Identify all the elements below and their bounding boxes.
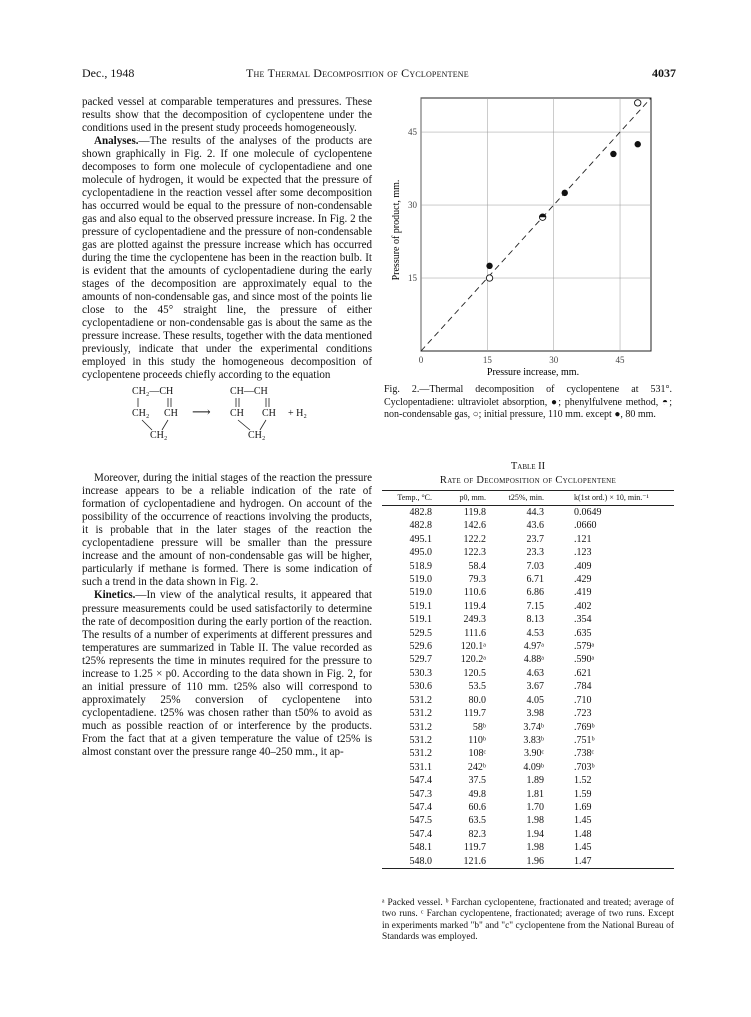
table-row: [382, 573, 674, 586]
table-cell: 1.89: [526, 775, 544, 787]
table-cell: 23.3: [526, 547, 544, 559]
table-cell: 547.5: [409, 815, 432, 827]
table-ii: [382, 490, 674, 869]
table-cell: .784: [574, 681, 592, 693]
table-cell: 548.1: [409, 842, 432, 854]
table-row: [382, 694, 674, 707]
paragraph-1: packed vessel at comparable temperatures and pressures. These results show that the decomposition of cyclopentene under the conditions used in the present study proceeds homogeneously.: [82, 96, 372, 135]
table-cell: 495.1: [409, 533, 432, 545]
kinetics-text: —In view of the analytical results, it appeared that pressure measurements could be used satisfactorily to determine the rate of decomposition during the early portion of the reaction. The results of a number of experiments at different pressures and temperatures are summarized in Table II. The value recorded as t25% represents the time in minutes required for the pressure to increase to 1.25 × p0. According to the data shown in Fig. 2, for an initial pressure of 110 mm. t25% also will correspond to approximately 25% conversion of cyclopentene into cyclopentadiene. t25% was chosen rather than t50% to avoid as much as possible reaction of or interference by the products. From the fact that at a given temperature the value of t25% is almost constant over the pressure range 40–250 mm., it ap-: [82, 589, 372, 758]
table-row: [382, 855, 674, 869]
eq-p3: CH: [262, 408, 276, 420]
table-cell: .769ᵇ: [574, 721, 595, 733]
table-cell: 111.6: [464, 627, 486, 639]
x-tick-label: 30: [549, 355, 559, 365]
table-cell: .710: [574, 694, 592, 706]
table-cell: .635: [574, 627, 592, 639]
table-row: [382, 841, 674, 854]
table-cell: 547.4: [409, 775, 432, 787]
table-cell: 119.4: [463, 600, 486, 612]
table-cell: 43.6: [526, 520, 544, 532]
table-cell: .0660: [574, 520, 597, 532]
table-row: [382, 801, 674, 814]
table-cell: 82.3: [468, 828, 486, 840]
chart-x-label: Pressure increase, mm.: [486, 367, 580, 378]
table-cell: .590ᵃ: [574, 654, 595, 666]
table-row: [382, 533, 674, 546]
paragraph-analyses: [82, 135, 372, 382]
table-cell: .579ᵃ: [574, 641, 595, 653]
table-cell: 529.7: [409, 654, 432, 666]
point-filled: [610, 151, 616, 157]
table-header-temp: Temp., °C.: [382, 491, 434, 506]
table-cell: .703ᵇ: [574, 761, 595, 773]
table-row: [382, 506, 674, 520]
y-tick-label: 30: [408, 200, 417, 211]
table-row: [382, 627, 674, 640]
figure-caption: Fig. 2.—Thermal decomposition of cyclopentene at 531°. Cyclopentadiene: ultraviolet absorption, ●; phenylfulvene method, ◓; non-condensable gas, ○; initial pressure, 110 mm. except ●, 80 mm.: [384, 384, 672, 420]
table-cell: 4.63: [526, 667, 544, 679]
table-cell: 122.2: [463, 533, 486, 545]
table-cell: 53.5: [468, 681, 486, 693]
table-cell: 4.88ᵃ: [523, 654, 544, 666]
table-cell: 482.8: [409, 520, 432, 532]
y-tick-label: 15: [408, 273, 417, 284]
eq-r1: CH₂—CH: [132, 386, 174, 398]
table-row: [382, 680, 674, 693]
x-tick-label: 45: [615, 355, 625, 365]
table-cell: 3.98: [526, 708, 544, 720]
table-cell: 529.5: [409, 627, 432, 639]
table-cell: 63.5: [468, 815, 486, 827]
analyses-heading: Analyses.: [94, 135, 139, 148]
table-cell: .723: [574, 708, 592, 720]
table-row: [382, 774, 674, 787]
table-cell: .409: [574, 560, 592, 572]
table-cell: 49.8: [468, 788, 486, 800]
table-cell: 530.6: [409, 681, 432, 693]
table-cell: .123: [574, 547, 592, 559]
table-cell: 3.90ᶜ: [523, 748, 544, 760]
point-open: [486, 275, 492, 281]
table-cell: 531.2: [409, 734, 432, 746]
table-cell: 119.8: [463, 507, 486, 518]
table-cell: 547.4: [409, 828, 432, 840]
paragraph-kinetics: [82, 589, 372, 758]
table-cell: .402: [574, 600, 592, 612]
table-cell: .751ᵇ: [574, 734, 595, 746]
table-cell: 529.6: [409, 641, 432, 653]
table-cell: 120.5: [463, 667, 486, 679]
point-filled: [635, 141, 641, 147]
table-cell: 4.97ᵃ: [523, 641, 544, 653]
table-row: [382, 600, 674, 613]
table-cell: 60.6: [468, 801, 486, 813]
table-cell: 58ᵇ: [472, 721, 486, 733]
table-cell: 23.7: [526, 533, 544, 545]
table-row: [382, 721, 674, 734]
table-cell: 249.3: [463, 614, 486, 626]
eq-r2: CH₂: [132, 408, 150, 420]
table-row: [382, 814, 674, 827]
table-row: [382, 761, 674, 774]
table-cell: 1.98: [526, 842, 544, 854]
table-cell: 120.1ᵃ: [460, 641, 486, 653]
eq-r3: CH: [164, 408, 178, 420]
table-cell: 4.09ᵇ: [523, 761, 544, 773]
table-cell: 531.1: [409, 761, 432, 773]
table-cell: .738ᶜ: [574, 748, 595, 760]
eq-plus: + H₂: [288, 408, 307, 420]
table-cell: 120.2ᵃ: [460, 654, 486, 666]
table-row: [382, 586, 674, 599]
table-cell: 531.2: [409, 694, 432, 706]
table-cell: 0.0649: [574, 507, 602, 518]
table-title-block: [382, 460, 674, 488]
table-row: [382, 788, 674, 801]
table-cell: 6.86: [526, 587, 544, 599]
table-header-t25: t25%, min.: [488, 491, 546, 506]
running-head-title: The Thermal Decomposition of Cyclopentene: [246, 66, 469, 80]
table-cell: 1.81: [526, 788, 544, 800]
table-header-k: k(1st ord.) × 10, min.⁻¹: [546, 491, 674, 506]
table-cell: 3.67: [526, 681, 544, 693]
table-cell: 1.45: [574, 815, 592, 827]
table-row: [382, 828, 674, 841]
table-cell: 519.0: [409, 574, 432, 586]
reference-line-45deg: [421, 98, 651, 351]
table-cell: 80.0: [468, 694, 486, 706]
table-cell: 1.98: [526, 815, 544, 827]
x-tick-label: 0: [418, 355, 424, 365]
eq-p2: CH: [230, 408, 244, 420]
table-subtitle: Rate of Decomposition of Cyclopentene: [439, 475, 617, 486]
table-row: [382, 613, 674, 626]
table-cell: 1.70: [526, 801, 544, 813]
table-cell: 482.8: [409, 507, 432, 518]
point-open: [635, 100, 641, 106]
table-cell: 8.13: [526, 614, 544, 626]
table-cell: 495.0: [409, 547, 432, 559]
kinetics-heading: Kinetics.: [94, 589, 136, 602]
chart-y-label: Pressure of product, mm.: [391, 179, 402, 281]
analyses-text: —The results of the analyses of the products are shown graphically in Fig. 2. If one molecule of cyclopentene decomposes to form one molecule of cyclopentadiene and one molecule of hydrogen, it would be expected that the pressure of cyclopentadiene in the reaction vessel after some decomposition has occurred would be equal to the pressure of non-condensable gas and also equal to the observed pressure increase. In Fig. 2 the pressure of cyclopentadiene and the pressure of non-condensable gas are plotted against the pressure increase which has occurred during the time the cyclopentene has been in the reaction bulb. It is evident that the amounts of cyclopentadiene during the early stages of the decomposition are approximately equal to the amounts of non-condensable gas, and since most of the points lie close to the 45° straight line, the pressure of either cyclopentadiene or non-condensable gas is about the same as the pressure increase. These results, together with the data mentioned previously, indicate that under the experimental conditions employed in this study the homogeneous decomposition of cyclopentene proceeds chiefly according to the equation: [82, 135, 372, 382]
table-cell: 518.9: [409, 560, 432, 572]
table-cell: 1.96: [488, 855, 546, 869]
table-cell: 4.05: [526, 694, 544, 706]
table-row: [382, 546, 674, 559]
table-cell: .419: [574, 587, 592, 599]
table-cell: 547.4: [409, 801, 432, 813]
table-row: [382, 707, 674, 720]
table-cell: 110ᵇ: [468, 734, 486, 746]
table-row: [382, 747, 674, 760]
table-cell: 4.53: [526, 627, 544, 639]
eq-arrow: ⟶: [192, 404, 211, 420]
table-cell: .354: [574, 614, 592, 626]
table-cell: 3.74ᵇ: [523, 721, 544, 733]
paragraph-moreover: Moreover, during the initial stages of the reaction the pressure increase appears to be a reliable indication of the rate of formation of cyclopentadiene and hydrogen. On account of the possibility of the occurrence of reactions involving the products, it is probable that in the later stages of the reaction the cyclopentadiene pressure will be smaller than the pressure increase and the amount of non-condensable gas will be higher, particularly if methane is formed. There is some indication of such a trend in the data shown in Fig. 2.: [82, 472, 372, 589]
table-cell: 1.45: [574, 842, 592, 854]
eq-p1: CH—CH: [230, 386, 268, 398]
y-tick-label: 45: [408, 127, 417, 138]
table-cell: 6.71: [526, 574, 544, 586]
point-filled: [486, 263, 492, 269]
running-head-date: Dec., 1948: [82, 66, 135, 80]
table-cell: 519.1: [409, 614, 432, 626]
eq-p4: CH₂: [248, 430, 266, 442]
table-cell: 122.3: [463, 547, 486, 559]
table-row: [382, 667, 674, 680]
point-filled: [562, 190, 568, 196]
table-cell: 530.3: [409, 667, 432, 679]
table-cell: .121: [574, 533, 592, 545]
table-cell: 531.2: [409, 748, 432, 760]
table-cell: 58.4: [468, 560, 486, 572]
table-cell: 7.03: [526, 560, 544, 572]
table-cell: 1.69: [574, 801, 592, 813]
table-row: [382, 560, 674, 573]
table-cell: .621: [574, 667, 592, 679]
table-header-p0: p0, mm.: [434, 491, 488, 506]
left-text-column: [82, 96, 372, 759]
page-number: 4037: [652, 66, 676, 80]
table-cell: 79.3: [468, 574, 486, 586]
table-cell: 37.5: [468, 775, 486, 787]
table-row: [382, 640, 674, 653]
table-cell: 119.7: [463, 708, 486, 720]
table-cell: 1.52: [574, 775, 592, 787]
table-cell: 547.3: [409, 788, 432, 800]
eq-bonds: [82, 386, 372, 446]
table-footnote: ᵃ Packed vessel. ᵇ Farchan cyclopentene, fractionated and treated; average of two runs. ᶜ Farchan cyclopentene, fractionated; average of two runs. Except in experiments marked "b" and "c" cyclopentene from the National Bureau of Standards was employed.: [382, 898, 674, 943]
table-cell: 519.1: [409, 600, 432, 612]
table-cell: 531.2: [409, 721, 432, 733]
figure-2-chart: [381, 93, 665, 393]
table-cell: 119.7: [463, 842, 486, 854]
table-row: [382, 653, 674, 666]
x-tick-label: 15: [482, 355, 492, 365]
table-cell: 519.0: [409, 587, 432, 599]
table-cell: 1.59: [574, 788, 592, 800]
table-cell: 7.15: [526, 600, 544, 612]
table-row: [382, 734, 674, 747]
table-row: [382, 519, 674, 532]
table-cell: 1.47: [546, 855, 674, 869]
table-title: Table II: [510, 461, 546, 472]
table-cell: 1.48: [574, 828, 592, 840]
table-cell: 121.6: [434, 855, 488, 869]
table-cell: 531.2: [409, 708, 432, 720]
table-cell: 3.83ᵇ: [523, 734, 544, 746]
table-cell: 108ᶜ: [468, 748, 486, 760]
table-cell: 242ᵇ: [467, 761, 486, 773]
table-cell: 1.94: [526, 828, 544, 840]
table-cell: 110.6: [463, 587, 486, 599]
table-cell: 548.0: [382, 855, 434, 869]
reaction-equation: [82, 386, 372, 470]
table-cell: 44.3: [526, 507, 544, 518]
table-cell: .429: [574, 574, 592, 586]
eq-r4: CH₂: [150, 430, 168, 442]
table-cell: 142.6: [463, 520, 486, 532]
